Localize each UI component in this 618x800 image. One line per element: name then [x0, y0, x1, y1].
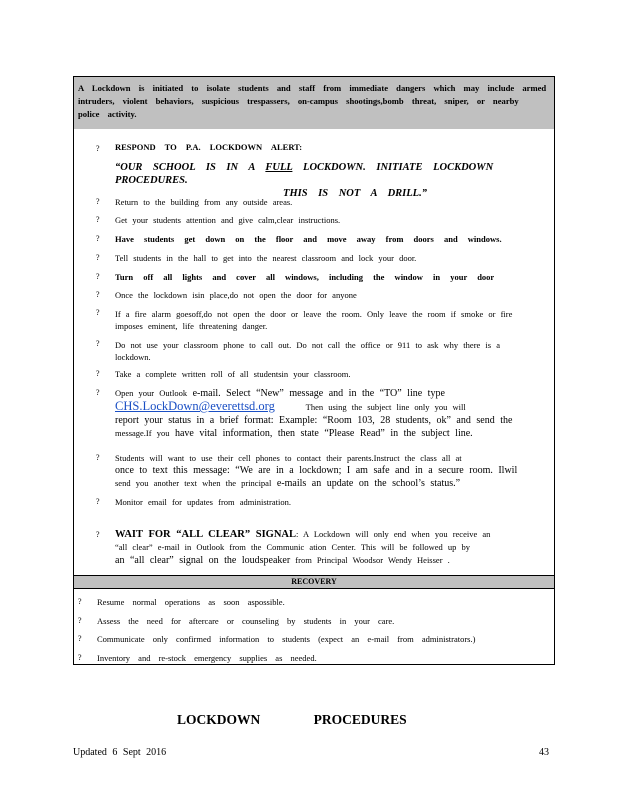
recovery-item: Communicate only confirmed information to students (expect an e-mail from administrators.) — [97, 634, 476, 644]
page-number: 43 — [539, 747, 549, 758]
email-address-link[interactable]: CHS.LockDown@everettsd.org — [115, 399, 275, 413]
bullet-glyph: ? — [78, 616, 82, 625]
bullet-glyph: ? — [78, 634, 82, 643]
step-email: Open your Outlook e-mail. Select “New” message and in the “TO” line type CHS.LockDown@everettsd.org Then using the subject line only you will report your status in a brief format: Example: “Room 103, 28 students, ok” and send the message.If you have vital information, then state “Please Read” in the subject line. — [115, 388, 513, 439]
step-attention: Get your students attention and give calm,clear instructions. — [115, 215, 341, 225]
bullet-glyph: ? — [96, 144, 100, 153]
bullet-glyph: ? — [96, 388, 100, 397]
bullet-glyph: ? — [96, 290, 100, 299]
step-fire-alarm: If a fire alarm goesoff,do not open the door or leave the room. Only leave the room if smoke or fire imposes eminent, life threatening danger. — [115, 309, 513, 331]
bullet-glyph: ? — [96, 530, 100, 539]
intro-paragraph: A Lockdown is initiated to isolate students and staff from immediate dangers which may include armed intruders, violent behaviors, suspicious trespassers, on-campus shootings,bomb threat, sniper, or nearby police activity. — [74, 77, 554, 129]
step-roll: Take a complete written roll of all studentsin your classroom. — [115, 369, 351, 379]
bullet-glyph: ? — [96, 215, 100, 224]
bullet-glyph: ? — [96, 339, 100, 348]
bullet-glyph: ? — [78, 653, 82, 662]
bullet-glyph: ? — [96, 369, 100, 378]
bullet-glyph: ? — [96, 197, 100, 206]
bullet-glyph: ? — [96, 272, 100, 281]
bullet-glyph: ? — [96, 453, 100, 462]
recovery-item: Assess the need for aftercare or counseling by students in your care. — [97, 616, 395, 626]
recovery-item: Inventory and re-stock emergency supplies as needed. — [97, 653, 317, 663]
step-monitor: Monitor email for updates from administration. — [115, 497, 291, 507]
step-return: Return to the building from any outside areas. — [115, 197, 293, 207]
step-hall: Tell students in the hall to get into the nearest classroom and lock your door. — [115, 253, 417, 263]
alert-heading: RESPOND TO P.A. LOCKDOWN ALERT: — [115, 142, 303, 152]
lockdown-procedure-box — [73, 76, 555, 665]
bullet-glyph: ? — [96, 308, 100, 317]
step-wait: WAIT FOR “ALL CLEAR” SIGNAL: A Lockdown will only end when you receive an “all clear” e-mail in Outlook from the Communic ation Center. This will be followed up by an “all clear” signal on the loudspeaker from Principal Woodsor Wendy Heisser . — [115, 529, 491, 566]
bullet-glyph: ? — [78, 597, 82, 606]
updated-date: Updated 6 Sept 2016 — [73, 747, 167, 758]
recovery-heading: RECOVERY — [74, 575, 554, 589]
step-phone: Do not use your classroom phone to call out. Do not call the office or 911 to ask why there is a lockdown. — [115, 340, 500, 362]
step-get-down: Have students get down on the floor and move away from doors and windows. — [115, 234, 502, 244]
recovery-item: Resume normal operations as soon aspossible. — [97, 597, 285, 607]
alert-quote: “OUR SCHOOL IS IN A FULL LOCKDOWN. INITIATE LOCKDOWN PROCEDURES. THIS IS NOT A DRILL.” — [115, 162, 494, 199]
bullet-glyph: ? — [96, 234, 100, 243]
page-title: LOCKDOWN PROCEDURES — [177, 712, 407, 727]
step-lights: Turn off all lights and cover all windows, including the window in your door — [115, 272, 495, 282]
bullet-glyph: ? — [96, 253, 100, 262]
step-door: Once the lockdown isin place,do not open the door for anyone — [115, 290, 357, 300]
step-text-parents: Students will want to use their cell phones to contact their parents.Instruct the class all at once to text this message: “We are in a lockdown; I am safe and in a secure room. Ilwil send you another text when the principal e-mails an update on the school’s status.” — [115, 453, 518, 489]
bullet-glyph: ? — [96, 497, 100, 506]
